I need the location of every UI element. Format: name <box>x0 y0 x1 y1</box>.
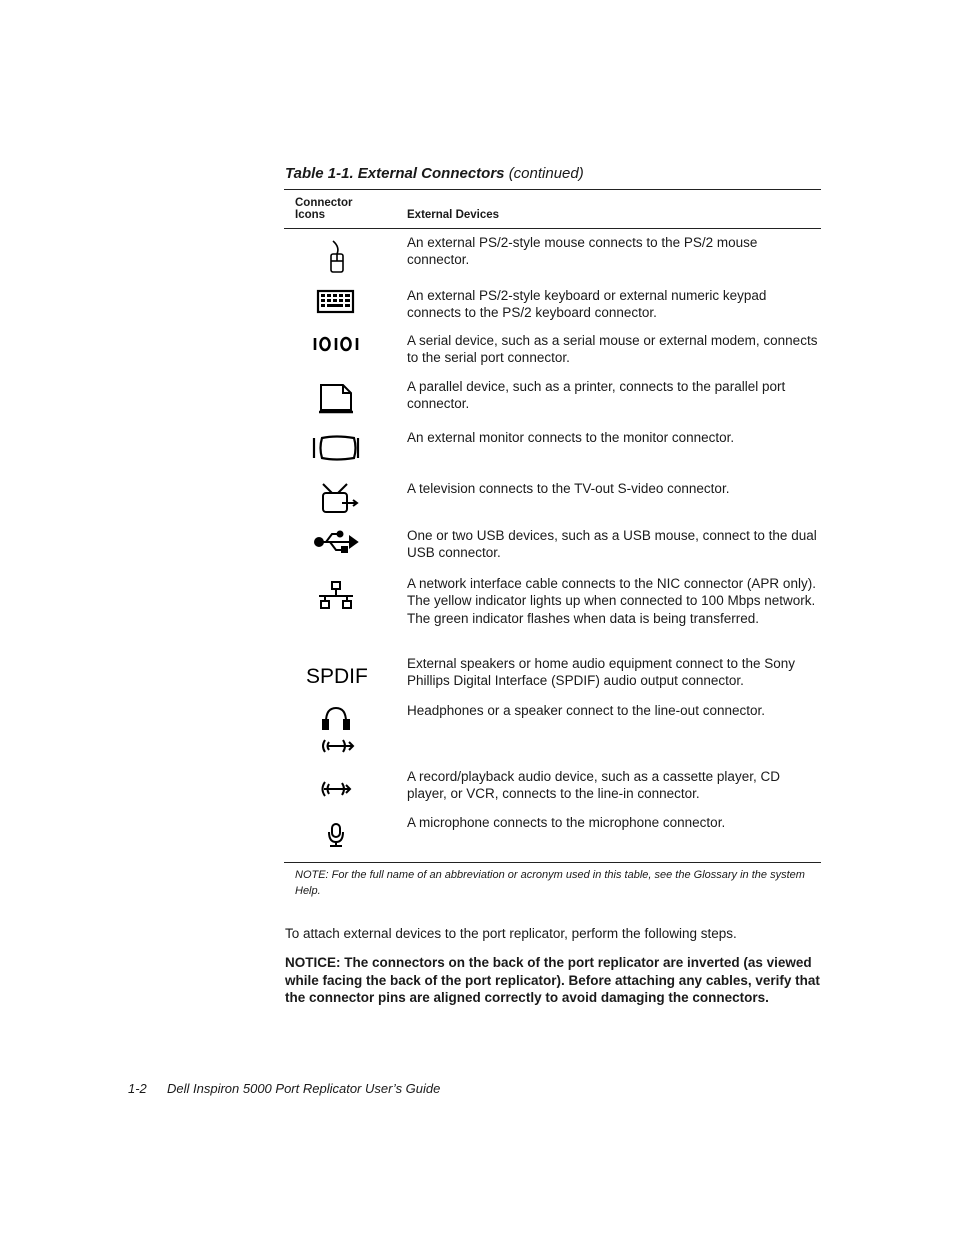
monitor-icon <box>306 426 366 470</box>
row-line-in-description: A record/playback audio device, such as a cassette player, CD player, or VCR, connects to the line-in connector. <box>407 769 780 802</box>
row-headphones-description: Headphones or a speaker connect to the line-out connector. <box>407 703 765 718</box>
column-header-devices: External Devices <box>407 209 500 221</box>
serial-port-icon <box>306 322 366 366</box>
headphones-icon <box>306 703 366 763</box>
row-keyboard-description: An external PS/2-style keyboard or external numeric keypad connects to the PS/2 keyboard connector. <box>407 288 767 321</box>
table-top-rule <box>284 189 821 190</box>
row-monitor-description: An external monitor connects to the monitor connector. <box>407 430 735 445</box>
printer-icon <box>306 378 366 422</box>
network-icon <box>306 575 366 619</box>
row-usb-description: One or two USB devices, such as a USB mouse, connect to the dual USB connector. <box>407 528 817 561</box>
row-spdif-description: External speakers or home audio equipment connect to the Sony Phillips Digital Interface (SPDIF) audio output connector. <box>407 656 795 689</box>
table-caption-continued: (continued) <box>508 165 584 182</box>
table-bottom-rule <box>284 862 821 863</box>
row-microphone-description: A microphone connects to the microphone connector. <box>407 815 726 830</box>
line-in-icon <box>306 768 366 812</box>
row-serial-description: A serial device, such as a serial mouse or external modem, connects to the serial port connector. <box>407 333 818 366</box>
spdif-icon <box>306 656 366 700</box>
footer-title: Dell Inspiron 5000 Port Replicator User’s Guide <box>167 1081 441 1096</box>
column-header-icons-line1: Connector <box>295 197 353 209</box>
page-number: 1-2 <box>128 1081 147 1096</box>
row-printer-description: A parallel device, such as a printer, connects to the parallel port connector. <box>407 379 786 412</box>
microphone-icon <box>306 815 366 859</box>
column-header-icons-line2: Icons <box>295 209 326 221</box>
table-caption-title: Table 1-1. External Connectors <box>285 165 505 182</box>
row-television-description: A television connects to the TV-out S-video connector. <box>407 481 730 496</box>
row-network-description: A network interface cable connects to the NIC connector (APR only). The yellow indicator lights up when connected to 100 Mbps network. The green indicator flashes when data is being transferred. <box>407 576 816 626</box>
usb-icon <box>306 520 366 564</box>
column-header-icons <box>295 197 353 221</box>
television-icon <box>306 478 366 522</box>
notice-paragraph: NOTICE: The connectors on the back of the port replicator are inverted (as viewed while facing the back of the port replicator). Before attaching any cables, verify that the connector pins are aligned correctly to avoid damaging the connectors. <box>285 955 820 1005</box>
mouse-icon <box>307 237 367 281</box>
table-note: NOTE: For the full name of an abbreviation or acronym used in this table, see the Glossary in the system Help. <box>295 869 805 897</box>
table-caption <box>285 164 584 184</box>
keyboard-icon <box>306 280 366 324</box>
table-header-rule <box>284 228 821 229</box>
row-mouse-description: An external PS/2-style mouse connects to the PS/2 mouse connector. <box>407 235 758 268</box>
spdif-icon-label: SPDIF <box>306 665 368 688</box>
intro-paragraph: To attach external devices to the port replicator, perform the following steps. <box>285 926 737 941</box>
